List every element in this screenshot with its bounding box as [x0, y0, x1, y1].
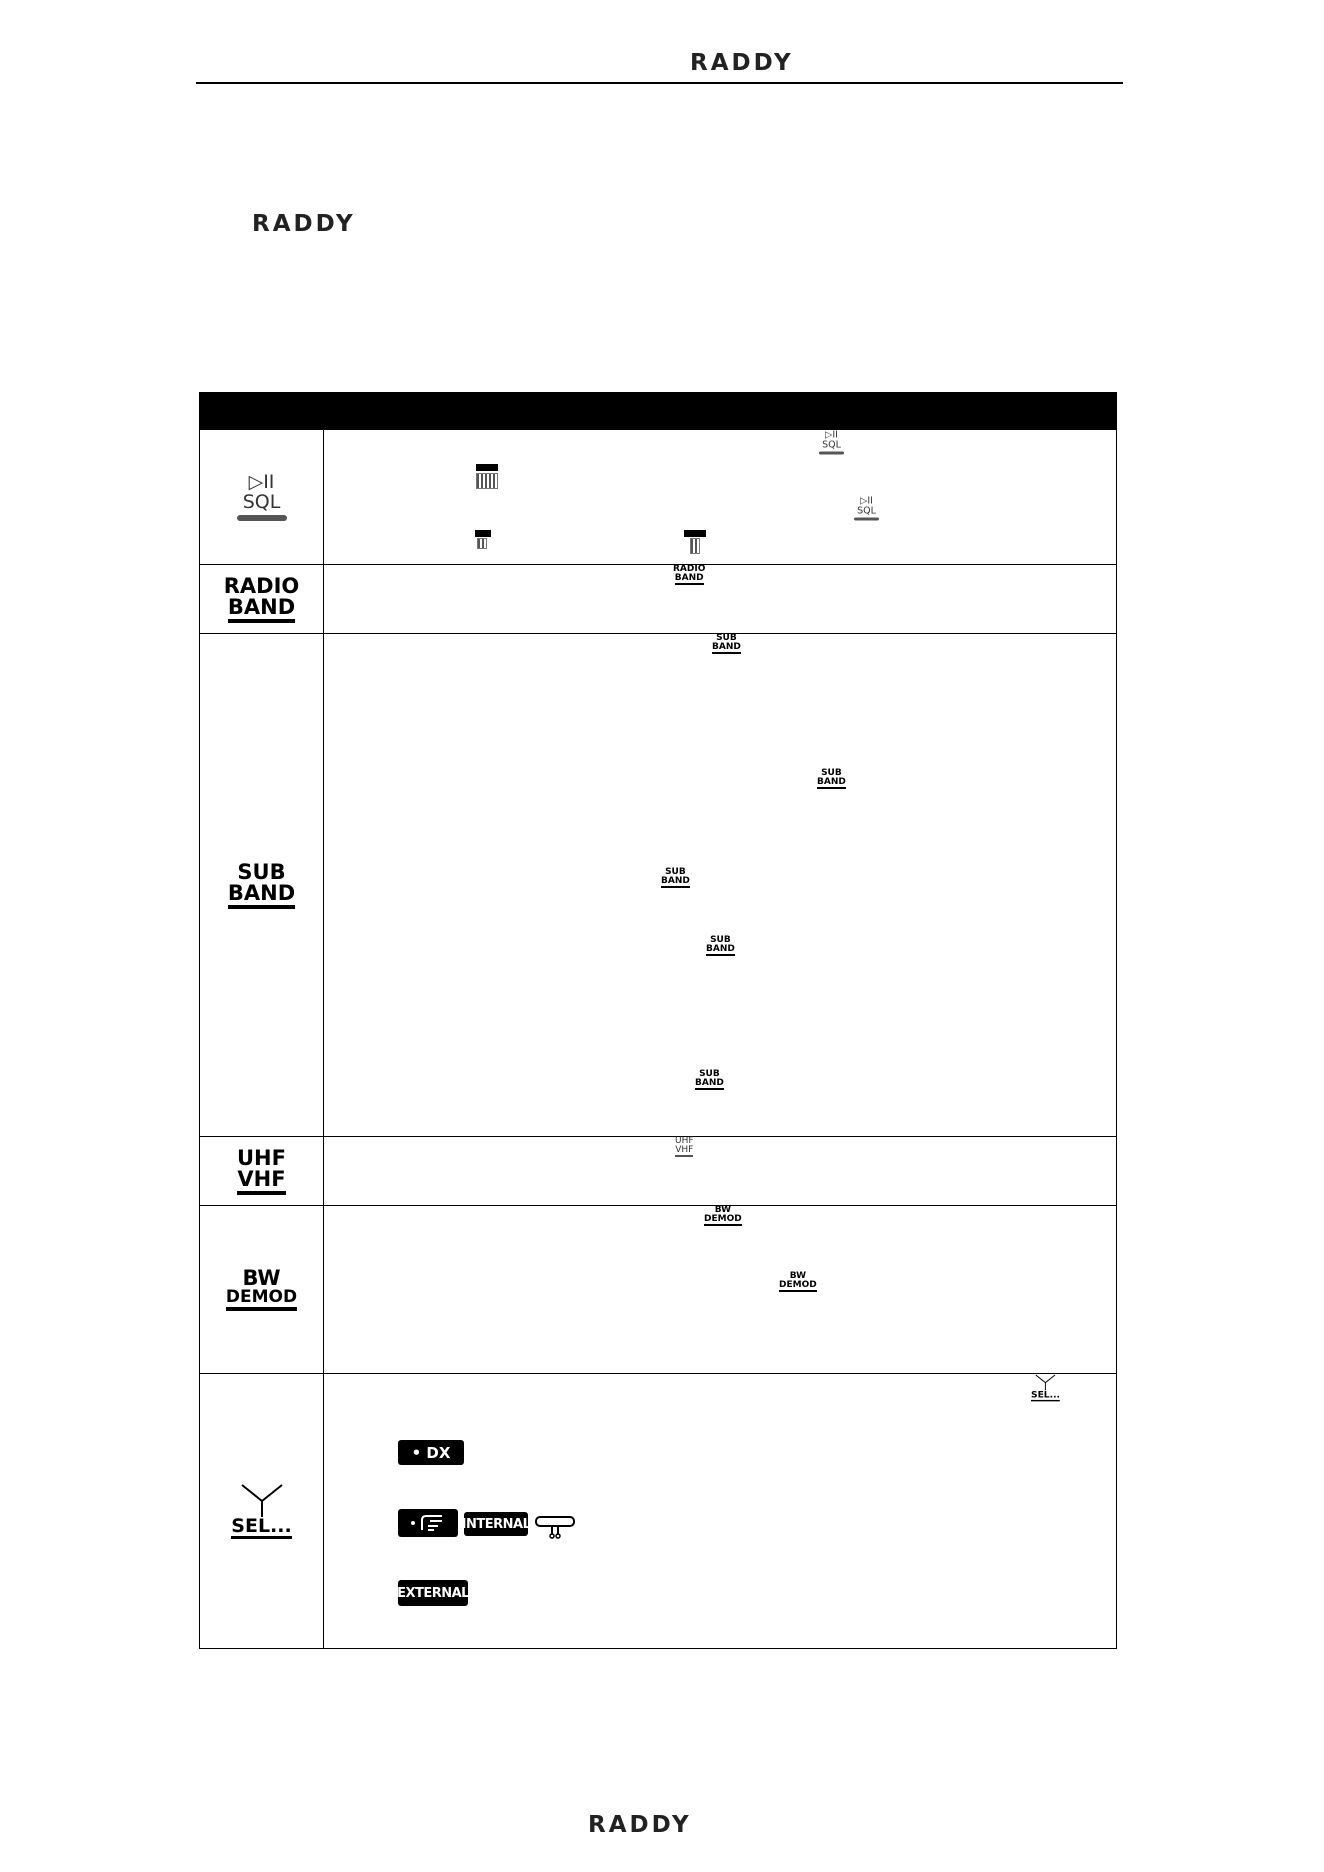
sql-display-digit-icon-2 — [690, 538, 700, 554]
display-indicator-icon — [476, 464, 498, 471]
whip-antenna-icon — [534, 1514, 576, 1540]
sql-display-indicator-icon-2 — [684, 530, 706, 537]
sql-display-indicator-icon — [475, 530, 491, 537]
sql-key-cell — [200, 430, 324, 564]
radio-band-description — [324, 565, 1116, 633]
sql-key-label: SQL — [242, 490, 281, 513]
bw-demod-key-cell — [200, 1206, 324, 1373]
sub-band-inline-icon-3: SUB BAND — [661, 867, 690, 886]
bw-demod-key-icon: BW DEMOD — [226, 1268, 297, 1311]
display-digits-icon — [476, 473, 498, 489]
dx-indicator: • DX — [398, 1440, 464, 1465]
table-row-uhf-vhf — [200, 1136, 1116, 1205]
bw-demod-inline-icon-2: BW DEMOD — [779, 1271, 817, 1290]
sub-band-inline-icon-2: SUB BAND — [817, 768, 846, 787]
radio-band-key-cell — [200, 565, 324, 633]
sql-inline-icon-2: ▷II SQL — [854, 496, 904, 545]
sub-band-key-icon: SUB BAND — [228, 862, 295, 909]
uhf-vhf-key-icon: UHF VHF — [237, 1148, 286, 1195]
table-row-radio-band — [200, 564, 1116, 633]
sel-key-label: SEL... — [231, 1517, 291, 1540]
footer-logo: RADDY — [588, 1812, 692, 1838]
sel-description — [324, 1374, 1116, 1648]
table-header — [200, 393, 1116, 429]
table-row-bw-demod — [200, 1205, 1116, 1373]
sql-description — [324, 430, 1116, 564]
antenna-icon — [240, 1483, 284, 1517]
sel-key-icon — [231, 1483, 291, 1540]
sql-key-icon — [237, 470, 287, 522]
uhf-vhf-description — [324, 1137, 1116, 1205]
table-row-sub-band — [200, 633, 1116, 1136]
internal-mode-indicator — [398, 1509, 458, 1537]
sql-key-bar — [237, 515, 287, 521]
sel-key-cell — [200, 1374, 324, 1648]
sub-band-inline-icon-1: SUB BAND — [712, 633, 741, 652]
sub-band-inline-icon-4: SUB BAND — [706, 935, 735, 954]
sel-inline-icon: SEL... — [1031, 1374, 1091, 1431]
table-row-sql — [200, 429, 1116, 564]
radio-band-inline-icon: RADIO BAND — [673, 564, 706, 583]
header-logo: RADDY — [690, 50, 794, 76]
raddy-logo: RADDY — [252, 211, 356, 237]
uhf-vhf-key-cell — [200, 1137, 324, 1205]
sql-inline-icon: ▷II SQL — [819, 430, 869, 479]
play-pause-icon: ▷II — [248, 470, 275, 493]
table-row-sel — [200, 1373, 1116, 1648]
uhf-vhf-inline-icon: UHF VHF — [675, 1136, 694, 1155]
header-divider — [196, 82, 1123, 84]
sub-band-description — [324, 634, 1116, 1136]
external-antenna-badge: EXTERNAL — [398, 1580, 468, 1606]
sql-display-digit-icon — [477, 538, 487, 549]
bw-demod-description — [324, 1206, 1116, 1373]
radio-band-key-icon: RADIO BAND — [224, 576, 300, 623]
key-function-table — [199, 392, 1117, 1649]
sub-band-key-cell — [200, 634, 324, 1136]
sub-band-inline-icon-5: SUB BAND — [695, 1069, 724, 1088]
hand-icon — [406, 1512, 450, 1534]
internal-antenna-badge: INTERNAL — [464, 1512, 528, 1536]
bw-demod-inline-icon-1: BW DEMOD — [704, 1205, 742, 1224]
